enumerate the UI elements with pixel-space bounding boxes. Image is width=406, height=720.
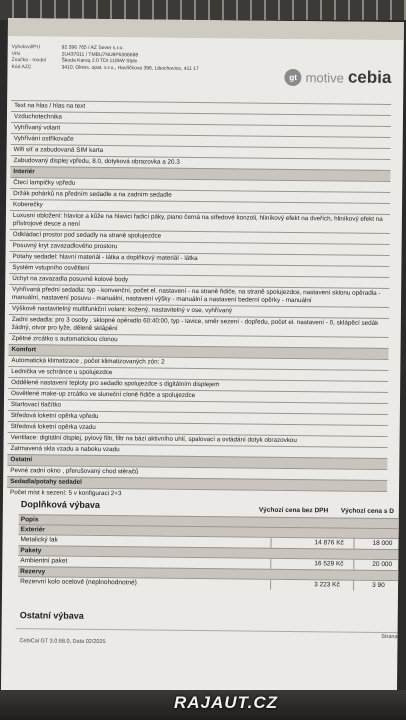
extras-description-header: Popis <box>19 514 404 528</box>
section-header-row: Interiér <box>10 166 390 181</box>
equipment-row: Wifi síť a zabudovaná SIM karta <box>11 144 391 159</box>
equipment-row: Úchyt na zavazadla posuvné kolové body <box>9 273 389 288</box>
footer-divider <box>16 628 404 633</box>
cebia-logo <box>285 67 392 88</box>
document-page <box>1 18 404 712</box>
meta-key: Vyhotovil/PU <box>11 44 41 51</box>
section-header-row: Ostatní <box>7 454 387 469</box>
extras-item-name: Ambientní paket <box>20 557 68 565</box>
meta-key: Kód AZC <box>11 63 32 70</box>
watermark: RAJAUT.CZ <box>174 693 279 712</box>
equipment-row: Startovací tlačítko <box>8 399 388 414</box>
equipment-row: Zadní sedadla: pro 3 osoby , sklopné opěradlo 60:40:00, typ - lavice, směr sezení - dopředu, počet el. nastavení - 0, sklápěcí sedák žádný, otvor pro lyže, děleně sklápění <box>9 314 389 337</box>
equipment-row: Ventilace: digitální displej, pylový filtr, filtr na bázi aktivního uhlí, spalovací a ovládání dotyk obrazovkou <box>8 432 388 447</box>
equipment-row: Oddělené nastavení teploty pro sedadlo spolujezdce s digitálním displejem <box>8 377 388 392</box>
equipment-row: Posuvný kryt zavazadlového prostoru <box>10 240 390 255</box>
footer-text: CebiCal GT 3.0.68.0, Data 02/2025 <box>19 638 106 646</box>
equipment-row: Výškově nastavitelný multifunkční volant: kožený, nastavitelný v ose, vyhřívaný <box>9 303 389 318</box>
price-without-vat: 16 529 Kč <box>314 560 344 568</box>
equipment-row: Odkládací prostor pod sedadly na straně spolujezdce <box>10 229 390 244</box>
meta-value: 92 396 765 / AZ Sever s.r.o. <box>61 44 124 52</box>
section-header-row: Komfort <box>8 344 388 359</box>
meta-row <box>11 64 241 73</box>
equipment-row: Zatmavená skla vzadu a naboku vzadu <box>7 443 387 458</box>
equipment-row: Zpětné zrcátko s automatickou clonou <box>9 333 389 348</box>
page-label: Strana <box>381 633 398 641</box>
equipment-table <box>7 100 391 502</box>
extras-table <box>18 514 404 591</box>
background-top <box>0 0 406 20</box>
logo-cebia-text: cebia <box>347 67 392 88</box>
equipment-row: Automatická klimatizace , počet klimatizovaných zón: 2 <box>8 355 388 370</box>
equipment-row: Vzduchotechnika <box>11 111 391 126</box>
equipment-row: Středová loketní opěrka vzadu <box>8 421 388 436</box>
extras-group-header: Pakety <box>18 545 404 559</box>
price-without-vat: 14 876 Kč <box>314 539 344 547</box>
logo-motive-text: motive <box>305 69 344 86</box>
equipment-row: Držák pohárků na předním sedadle a na zadním sedadle <box>10 188 390 203</box>
paper-top-strip <box>8 18 404 40</box>
cell-divider <box>270 580 354 591</box>
meta-value: 2U437011 / TMBU7NU8P5006688 <box>61 51 139 58</box>
equipment-row: Luxusní obložení: hlavice a kůže na hlavici řadicí páky, piano černá na středové konzoli, hliníkový efekt na dveřích, hliníkový efekt na přístrojové desce a není <box>10 210 390 233</box>
equipment-row: Systém vstupního osvětlení <box>9 262 389 277</box>
equipment-row: Středová loketní opěrka vpředu <box>8 410 388 425</box>
equipment-row: Lednička ve schránce u spolujezdce <box>8 366 388 381</box>
extras-item-name: Rezervní kolo ocelové (neplnohodnotné) <box>20 578 137 587</box>
extras-item-name: Metalický lak <box>20 536 58 544</box>
meta-key: VIN <box>11 50 21 57</box>
section-header-row: Sedadla/potahy sedadel <box>7 476 387 491</box>
equipment-row: Pevné zadní okno , přerušovaný chod stěračů <box>7 465 387 480</box>
equipment-row: Počet míst k sezení: 5 v konfiguraci 2+3 <box>7 487 387 502</box>
equipment-row: Zabudovaný displej vpředu, 8.0, dotyková obrazovka a 20.3 <box>10 155 390 170</box>
other-equipment-title: Ostatní výbava <box>19 610 84 621</box>
equipment-row: Koberečky <box>10 199 390 214</box>
meta-key: Značka - model <box>11 57 47 64</box>
equipment-row: Vyhřívaná přední sedadla: typ - konvenční, počet el. nastavení - na straně řidiče, na straně spolujezdce, nastavení sklonu opěradla - manuální, nastavení posuvu - manuální, nastavení výšky - manuální a nastavení bederní opěrky - manuální <box>9 284 389 307</box>
equipment-row: Osvětlené make-up zrcátko ve sluneční cloně řidiče a spolujezdce <box>8 388 388 403</box>
equipment-row: Čtecí lampičky vpředu <box>10 177 390 192</box>
extras-group-header: Exteriér <box>19 524 404 538</box>
gt-logo-icon: gt <box>285 68 302 85</box>
price-with-vat: 20 000 <box>372 560 393 569</box>
extras-group-header: Rezervy <box>18 566 404 580</box>
meta-value: 3410, Okres, opat. s.r.o., Havlíčkova 396, Libochovice, 411 17 <box>61 64 199 72</box>
price-with-vat-header: Výchozí cena s D <box>340 507 394 516</box>
price-without-vat: 3 223 Kč <box>314 581 340 589</box>
price-without-vat-header: Výchozí cena bez DPH <box>258 506 329 515</box>
price-with-vat: 3 90 <box>372 581 385 589</box>
document-meta <box>11 44 241 72</box>
equipment-row: Potahy sedadel: hlavní materiál - látka a doplňkový materiál - látka <box>9 251 389 266</box>
equipment-row: Vyhřívaný volant <box>11 122 391 137</box>
equipment-row: Text na hlas / hlas na text <box>11 100 391 115</box>
price-with-vat: 18 000 <box>372 539 393 548</box>
equipment-row: Vyhřívání ostřikovače <box>11 133 391 148</box>
extras-title: Doplňková výbava <box>20 499 100 510</box>
meta-value: Škoda Karoq 2.0 TDI 110kW Style <box>61 57 138 65</box>
